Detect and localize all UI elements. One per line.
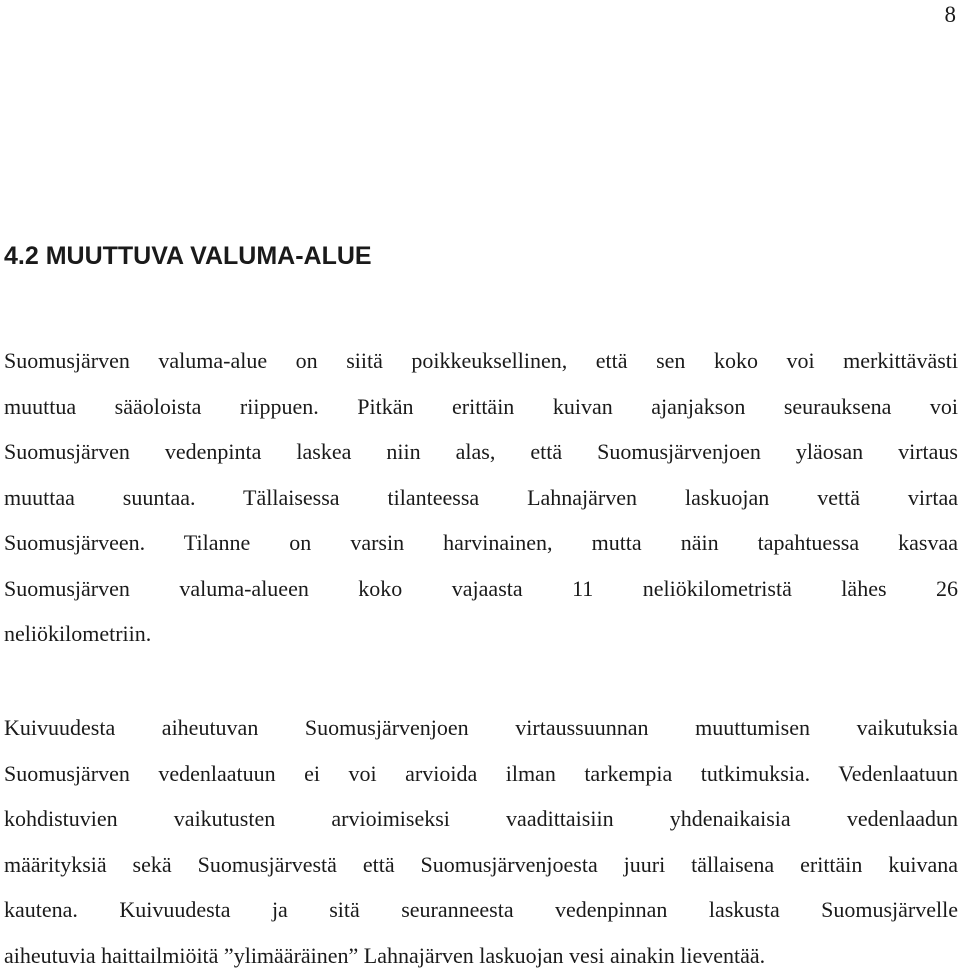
text-line: Suomusjärveen. Tilanne on varsin harvinainen, mutta näin tapahtuessa kasvaa xyxy=(4,520,958,566)
text-line: Suomusjärven vedenpinta laskea niin alas, että Suomusjärvenjoen yläosan virtaus xyxy=(4,429,958,475)
text-line: aiheutuvia haittailmiöitä ”ylimääräinen” Lahnajärven laskuojan vesi ainakin lieventää. xyxy=(4,933,958,978)
section-heading: 4.2 MUUTTUVA VALUMA-ALUE xyxy=(4,238,372,274)
page-number: 8 xyxy=(945,0,957,30)
paragraph xyxy=(4,705,958,978)
text-line: Suomusjärven valuma-alue on siitä poikkeuksellinen, että sen koko voi merkittävästi xyxy=(4,338,958,384)
text-line: kohdistuvien vaikutusten arvioimiseksi vaadittaisiin yhdenaikaisia vedenlaadun xyxy=(4,796,958,842)
paragraph xyxy=(4,338,958,657)
text-line: muuttaa suuntaa. Tällaisessa tilanteessa Lahnajärven laskuojan vettä virtaa xyxy=(4,475,958,521)
text-line: Suomusjärven vedenlaatuun ei voi arvioida ilman tarkempia tutkimuksia. Vedenlaatuun xyxy=(4,751,958,797)
text-line: määrityksiä sekä Suomusjärvestä että Suomusjärvenjoesta juuri tällaisena erittäin kuivana xyxy=(4,842,958,888)
text-line: kautena. Kuivuudesta ja sitä seuranneesta vedenpinnan laskusta Suomusjärvelle xyxy=(4,887,958,933)
text-line: neliökilometriin. xyxy=(4,611,958,657)
text-line: Suomusjärven valuma-alueen koko vajaasta 11 neliökilometristä lähes 26 xyxy=(4,566,958,612)
text-line: muuttua sääoloista riippuen. Pitkän erittäin kuivan ajanjakson seurauksena voi xyxy=(4,384,958,430)
text-line: Kuivuudesta aiheutuvan Suomusjärvenjoen virtaussuunnan muuttumisen vaikutuksia xyxy=(4,705,958,751)
